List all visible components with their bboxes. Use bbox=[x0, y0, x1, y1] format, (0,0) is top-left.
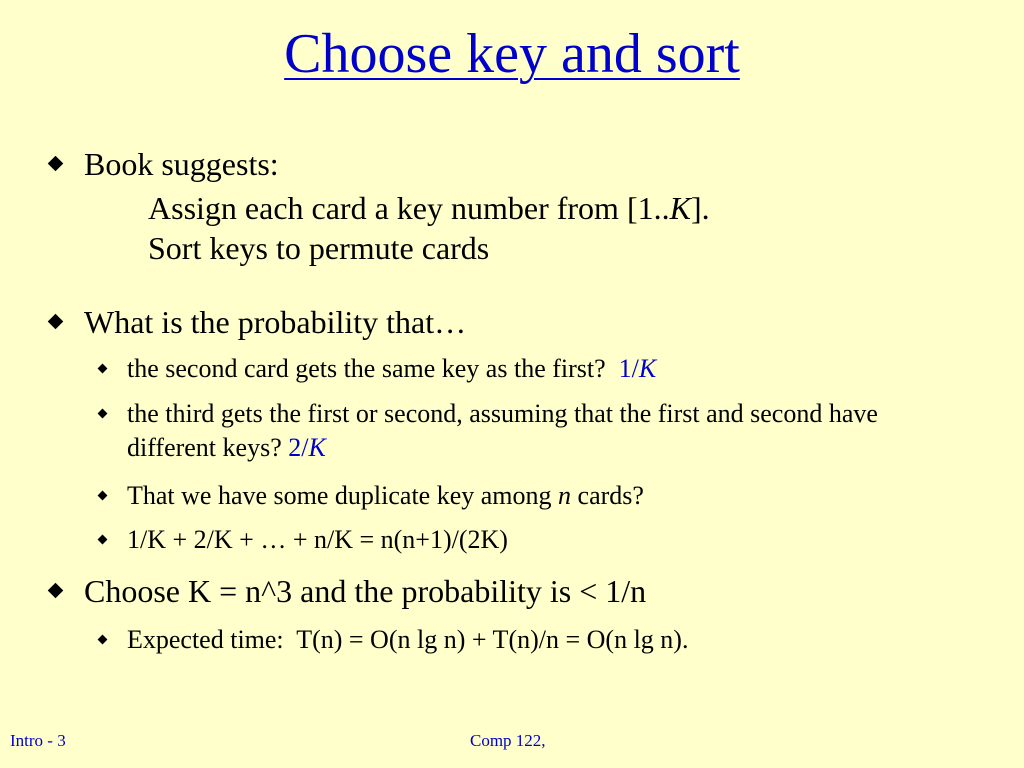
slide-title: Choose key and sort bbox=[284, 23, 740, 85]
diamond-bullet-icon bbox=[48, 583, 64, 599]
diamond-bullet-icon bbox=[48, 314, 64, 330]
diamond-bullet-icon bbox=[98, 491, 108, 501]
var-n: n bbox=[558, 481, 572, 510]
sort-keys-line: Sort keys to permute cards bbox=[148, 230, 490, 266]
line-text-end: ]. bbox=[690, 190, 710, 226]
answer-value bbox=[619, 354, 657, 383]
sub-bullet-text-end: cards? bbox=[571, 481, 644, 510]
diamond-bullet-icon bbox=[98, 635, 108, 645]
sub-bullet-text: the second card gets the same key as the first? bbox=[127, 354, 619, 383]
answer-var: K bbox=[638, 354, 657, 383]
answer-value bbox=[288, 433, 326, 462]
diamond-bullet-icon bbox=[98, 535, 108, 545]
bullet-text: What is the probability that… bbox=[84, 304, 467, 340]
sub-bullet-text: the third gets the first or second, assuming that the first and second have different keys? bbox=[127, 399, 878, 462]
footer-course: Comp 122, bbox=[470, 731, 546, 750]
bullet-text: Book suggests: bbox=[84, 146, 279, 182]
sub-bullet-text: That we have some duplicate key among bbox=[127, 481, 559, 510]
sub-bullet-text: Expected time: T(n) = O(n lg n) + T(n)/n = O(n lg n). bbox=[127, 625, 689, 654]
assign-key-line bbox=[148, 188, 710, 228]
diamond-bullet-icon bbox=[98, 409, 108, 419]
footer-slide-number: Intro - 3 bbox=[10, 731, 66, 750]
answer-var: K bbox=[308, 433, 326, 462]
bullet-text: Choose K = n^3 and the probability is < 1/n bbox=[84, 573, 647, 609]
answer-number: 2/ bbox=[288, 433, 309, 462]
var-k: K bbox=[669, 190, 691, 226]
line-text: Assign each card a key number from [1.. bbox=[148, 190, 670, 226]
answer-number: 1/ bbox=[618, 354, 639, 383]
diamond-bullet-icon bbox=[98, 364, 108, 374]
diamond-bullet-icon bbox=[48, 156, 64, 172]
sub-bullet-text: 1/K + 2/K + … + n/K = n(n+1)/(2K) bbox=[127, 525, 508, 554]
